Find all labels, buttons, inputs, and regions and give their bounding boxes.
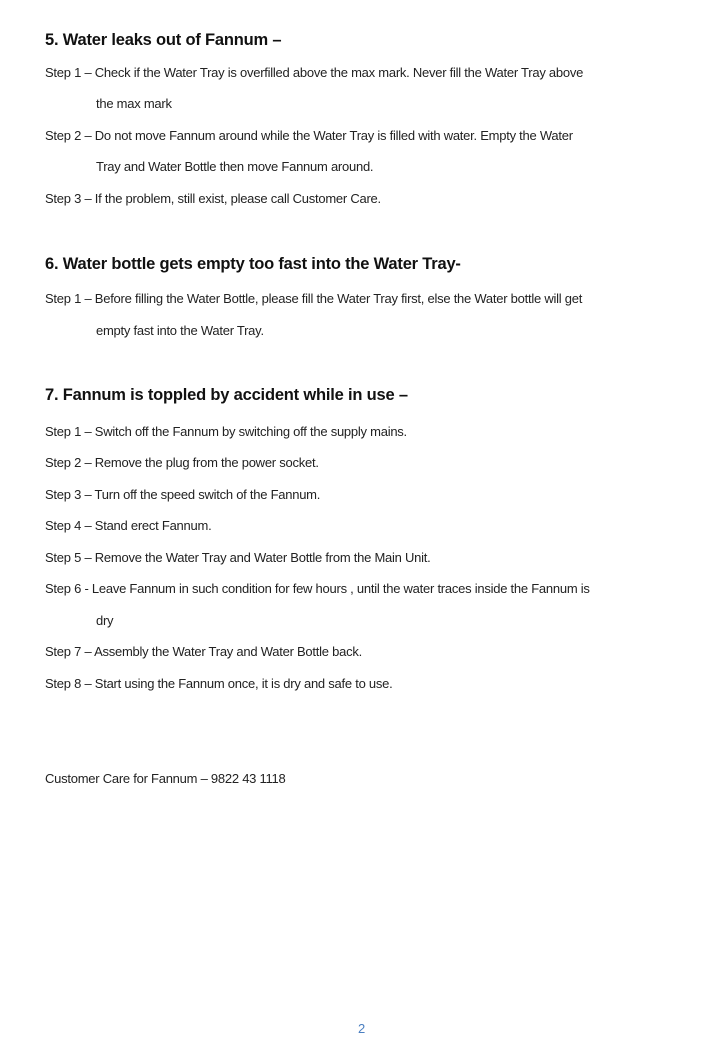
step-text: Step 6 - Leave Fannum in such condition for few hours , until the water traces inside the Fannum is (45, 581, 590, 596)
step-text: Step 1 – Before filling the Water Bottle, please fill the Water Tray first, else the Water bottle will get (45, 291, 583, 306)
step-text: Step 1 – Check if the Water Tray is overfilled above the max mark. Never fill the Water Tray above (45, 65, 584, 80)
step-text: Step 7 – Assembly the Water Tray and Water Bottle back. (45, 644, 362, 659)
step-text: Step 5 – Remove the Water Tray and Water Bottle from the Main Unit. (45, 550, 431, 565)
step-continuation: dry (96, 613, 114, 628)
step-text: Step 2 – Do not move Fannum around while the Water Tray is filled with water. Empty the Water (45, 128, 573, 143)
page-number: 2 (358, 1021, 366, 1036)
step-text: Step 1 – Switch off the Fannum by switching off the supply mains. (45, 424, 407, 439)
section-6-heading: 6. Water bottle gets empty too fast into the Water Tray- (45, 255, 461, 273)
step-continuation: empty fast into the Water Tray. (96, 323, 264, 338)
step-text: Step 8 – Start using the Fannum once, it is dry and safe to use. (45, 676, 393, 691)
customer-care-contact: Customer Care for Fannum – 9822 43 1118 (45, 771, 286, 786)
step-continuation: Tray and Water Bottle then move Fannum around. (96, 159, 374, 174)
step-text: Step 2 – Remove the plug from the power socket. (45, 455, 319, 470)
section-7-heading: 7. Fannum is toppled by accident while in use – (45, 386, 408, 404)
step-text: Step 3 – Turn off the speed switch of the Fannum. (45, 487, 321, 502)
step-text: Step 4 – Stand erect Fannum. (45, 518, 212, 533)
step-continuation: the max mark (96, 96, 172, 111)
section-5-heading: 5. Water leaks out of Fannum – (45, 31, 282, 49)
step-text: Step 3 – If the problem, still exist, please call Customer Care. (45, 191, 381, 206)
